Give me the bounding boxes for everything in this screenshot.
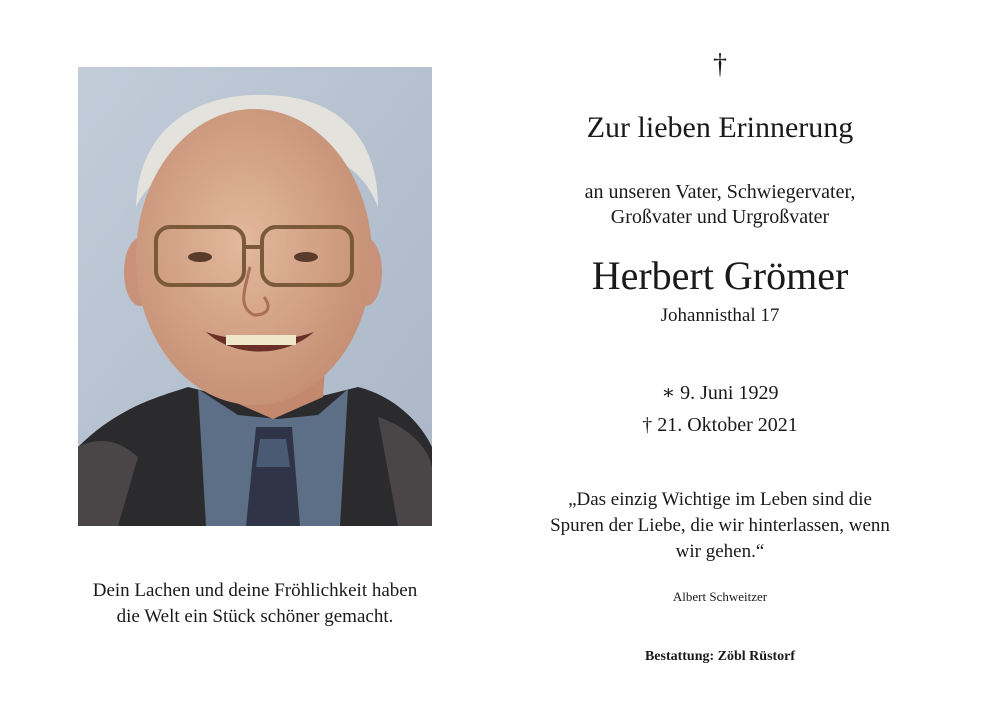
- relation-line-2: Großvater und Urgroßvater: [610, 206, 830, 228]
- heading: Zur lieben Erinnerung: [586, 111, 854, 144]
- quote-line-3: wir gehen.“: [675, 541, 765, 562]
- death-date: † 21. Oktober 2021: [642, 414, 798, 436]
- relation-line-1: an unseren Vater, Schwiegervater,: [584, 181, 856, 203]
- quote-line-2: Spuren der Liebe, die wir hinterlassen, wenn: [550, 515, 890, 536]
- portrait-photo: [78, 67, 432, 526]
- funeral-home: Bestattung: Zöbl Rüstorf: [644, 649, 796, 664]
- address: Johannisthal 17: [660, 305, 780, 326]
- birth-date: ∗ 9. Juni 1929: [661, 382, 779, 404]
- left-quote-line-2: die Welt ein Stück schöner gemacht.: [116, 606, 394, 627]
- quote-author: Albert Schweitzer: [672, 589, 768, 604]
- quote: [500, 487, 940, 565]
- quote-line-1: „Das einzig Wichtige im Leben sind die: [568, 489, 872, 510]
- left-quote-line-1: Dein Lachen und deine Fröhlichkeit haben: [92, 580, 418, 601]
- deceased-name: Herbert Grömer: [591, 253, 849, 298]
- cross-icon: †: [713, 49, 727, 80]
- left-quote: [40, 578, 470, 630]
